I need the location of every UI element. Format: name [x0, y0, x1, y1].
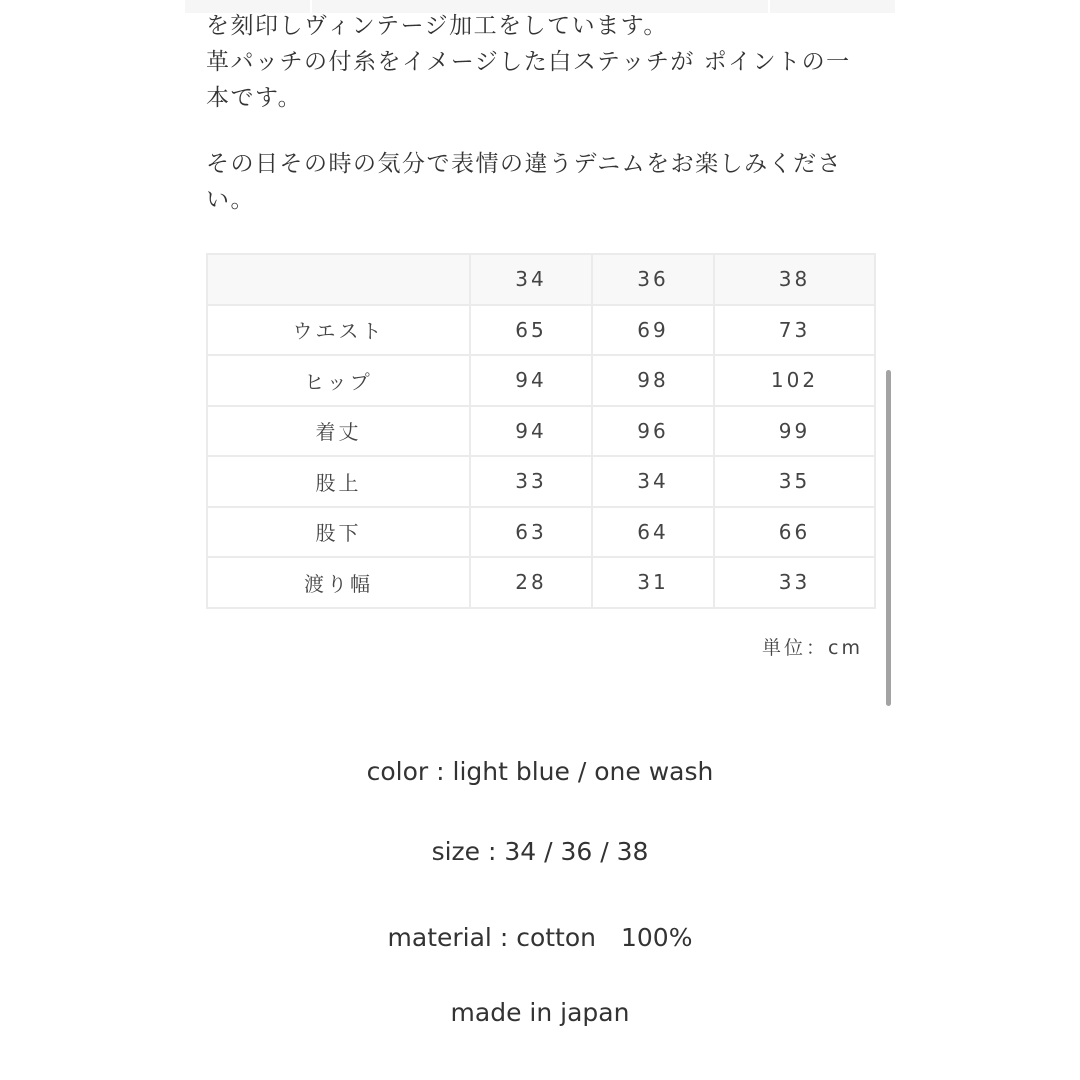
row-label: 股下 — [207, 507, 470, 558]
table-cell: 96 — [592, 406, 714, 457]
table-cell: 64 — [592, 507, 714, 558]
table-cell: 98 — [592, 355, 714, 406]
size-table-header-row — [207, 254, 875, 305]
table-cell: 69 — [592, 305, 714, 356]
header-cell-size-34: 34 — [470, 254, 592, 305]
size-chart-table — [206, 253, 876, 609]
description-line: その日その時の気分で表情の違うデニムをお楽しみくださ — [206, 151, 843, 177]
table-cell: 28 — [470, 557, 592, 608]
table-row-inseam — [207, 507, 875, 558]
table-cell: 31 — [592, 557, 714, 608]
header-cell-size-38: 38 — [714, 254, 875, 305]
table-cell: 34 — [592, 456, 714, 507]
table-cell: 65 — [470, 305, 592, 356]
table-scrollbar[interactable] — [886, 370, 891, 706]
row-label: ウエスト — [207, 305, 470, 356]
row-label: ヒップ — [207, 355, 470, 406]
table-cell: 35 — [714, 456, 875, 507]
table-cell: 33 — [714, 557, 875, 608]
unit-note: 単位：cm — [762, 637, 863, 659]
description-line: い。 — [206, 187, 255, 213]
table-row-length — [207, 406, 875, 457]
table-row-waist — [207, 305, 875, 356]
table-row-rise — [207, 456, 875, 507]
table-cell: 94 — [470, 355, 592, 406]
table-cell: 94 — [470, 406, 592, 457]
table-cell: 66 — [714, 507, 875, 558]
spec-origin: made in japan — [450, 998, 630, 1027]
description-line: 本です。 — [206, 85, 303, 111]
header-cell-size-36: 36 — [592, 254, 714, 305]
spec-material: material : cotton 100% — [387, 923, 693, 952]
description-block-2 — [206, 146, 866, 218]
table-cell: 33 — [470, 456, 592, 507]
description-block-1 — [206, 8, 866, 116]
table-cell: 63 — [470, 507, 592, 558]
row-label: 股上 — [207, 456, 470, 507]
header-cell — [207, 254, 470, 305]
description-line: 革パッチの付糸をイメージした白ステッチが ポイントの一 — [206, 49, 851, 75]
spec-color: color : light blue / one wash — [366, 757, 714, 786]
table-cell: 99 — [714, 406, 875, 457]
description-line: を刻印しヴィンテージ加工をしています。 — [206, 13, 668, 39]
table-row-hip — [207, 355, 875, 406]
table-cell: 73 — [714, 305, 875, 356]
spec-size: size : 34 / 36 / 38 — [431, 837, 649, 866]
row-label: 着丈 — [207, 406, 470, 457]
row-label: 渡り幅 — [207, 557, 470, 608]
table-cell: 102 — [714, 355, 875, 406]
table-row-thigh-width — [207, 557, 875, 608]
